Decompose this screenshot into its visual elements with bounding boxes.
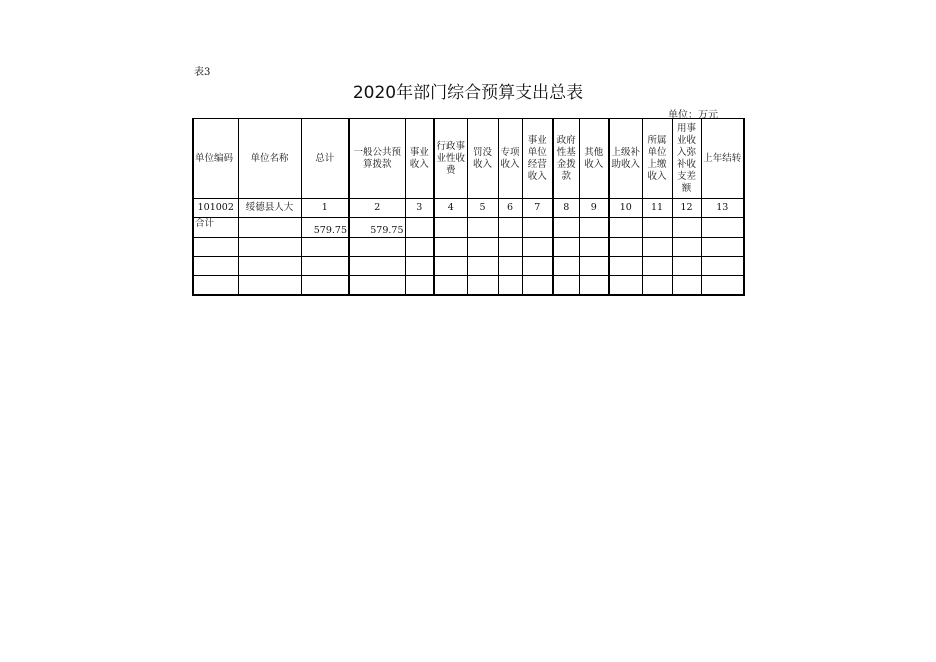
table-cell: [609, 257, 642, 276]
table-cell: [434, 276, 467, 296]
table-cell: [642, 218, 672, 238]
table-cell: [405, 257, 434, 276]
table-cell: 8: [553, 199, 579, 218]
table-row: [193, 199, 744, 218]
table-cell: 4: [434, 199, 467, 218]
table-cell: [672, 218, 701, 238]
table-number: 表3: [194, 67, 211, 78]
table-cell: [405, 218, 434, 238]
budget-table: [192, 118, 745, 296]
table-cell: [434, 257, 467, 276]
table-cell: [522, 238, 553, 257]
table-cell: 11: [642, 199, 672, 218]
table-cell: [609, 238, 642, 257]
table-cell: 9: [579, 199, 609, 218]
header-cell: 所属单位上缴收入: [642, 119, 672, 199]
table-cell: [579, 238, 609, 257]
table-cell: 5: [467, 199, 498, 218]
table-cell: [349, 276, 405, 296]
table-row: [193, 238, 744, 257]
header-cell: 上级补助收入: [609, 119, 642, 199]
table-cell: 6: [498, 199, 522, 218]
table-cell: [193, 257, 238, 276]
table-cell: 12: [672, 199, 701, 218]
table-cell: [301, 257, 349, 276]
table-cell: [609, 276, 642, 296]
table-cell: [579, 276, 609, 296]
table-cell: [642, 257, 672, 276]
header-cell: 一般公共预算拨款: [349, 119, 405, 199]
header-cell: 行政事业性收费: [434, 119, 467, 199]
header-cell: 总计: [301, 119, 349, 199]
header-cell: 专项收入: [498, 119, 522, 199]
header-cell: 其他收入: [579, 119, 609, 199]
table-cell: [498, 218, 522, 238]
table-cell: [349, 257, 405, 276]
total-label: 合计: [193, 218, 238, 238]
table-cell: [609, 218, 642, 238]
header-cell: 单位名称: [238, 119, 301, 199]
table-cell: [553, 276, 579, 296]
table-cell: [238, 276, 301, 296]
unit-label: 单位：万元: [668, 110, 718, 121]
table-cell: [238, 238, 301, 257]
table-cell: 10: [609, 199, 642, 218]
general-budget-value: 579.75: [349, 218, 405, 238]
table-cell: [522, 257, 553, 276]
table-cell: [522, 276, 553, 296]
table-cell: [553, 257, 579, 276]
header-cell: 上年结转: [701, 119, 744, 199]
header-cell: 事业单位经营收入: [522, 119, 553, 199]
table-cell: [193, 276, 238, 296]
table-cell: 1: [301, 199, 349, 218]
table-cell: [498, 276, 522, 296]
table-cell: [498, 238, 522, 257]
header-cell: 用事业收入弥补收支差额: [672, 119, 701, 199]
table-cell: [238, 257, 301, 276]
header-cell: 单位编码: [193, 119, 238, 199]
total-row: [193, 218, 744, 238]
table-cell: 2: [349, 199, 405, 218]
table-cell: [405, 276, 434, 296]
header-cell: 政府性基金拨款: [553, 119, 579, 199]
table-cell: [672, 276, 701, 296]
table-cell: [701, 238, 744, 257]
table-cell: [498, 257, 522, 276]
table-cell: [642, 276, 672, 296]
table-cell: [467, 257, 498, 276]
table-cell: [701, 257, 744, 276]
table-cell: [642, 238, 672, 257]
table-cell: [301, 238, 349, 257]
table-cell: 7: [522, 199, 553, 218]
table-cell: [349, 238, 405, 257]
table-cell: 13: [701, 199, 744, 218]
table-cell: [553, 218, 579, 238]
table-cell: [301, 276, 349, 296]
table-cell: [467, 218, 498, 238]
total-value: 579.75: [301, 218, 349, 238]
table-cell: [672, 257, 701, 276]
table-cell: [579, 218, 609, 238]
table-cell: [434, 238, 467, 257]
header-row: [193, 119, 744, 199]
unit-code-cell: 101002: [193, 199, 238, 218]
table-cell: [553, 238, 579, 257]
table-cell: [405, 238, 434, 257]
table-cell: 3: [405, 199, 434, 218]
table-cell: [193, 238, 238, 257]
table-cell: [701, 276, 744, 296]
table-cell: [467, 238, 498, 257]
table-row: [193, 276, 744, 296]
table-cell: [701, 218, 744, 238]
table-row: [193, 257, 744, 276]
page-title: 2020年部门综合预算支出总表: [352, 83, 584, 103]
table-cell: [467, 276, 498, 296]
table-cell: [434, 218, 467, 238]
table-cell: [238, 218, 301, 238]
unit-name-cell: 绥德县人大: [238, 199, 301, 218]
table-cell: [579, 257, 609, 276]
table-cell: [522, 218, 553, 238]
table-cell: [672, 238, 701, 257]
header-cell: 事业收入: [405, 119, 434, 199]
header-cell: 罚没收入: [467, 119, 498, 199]
